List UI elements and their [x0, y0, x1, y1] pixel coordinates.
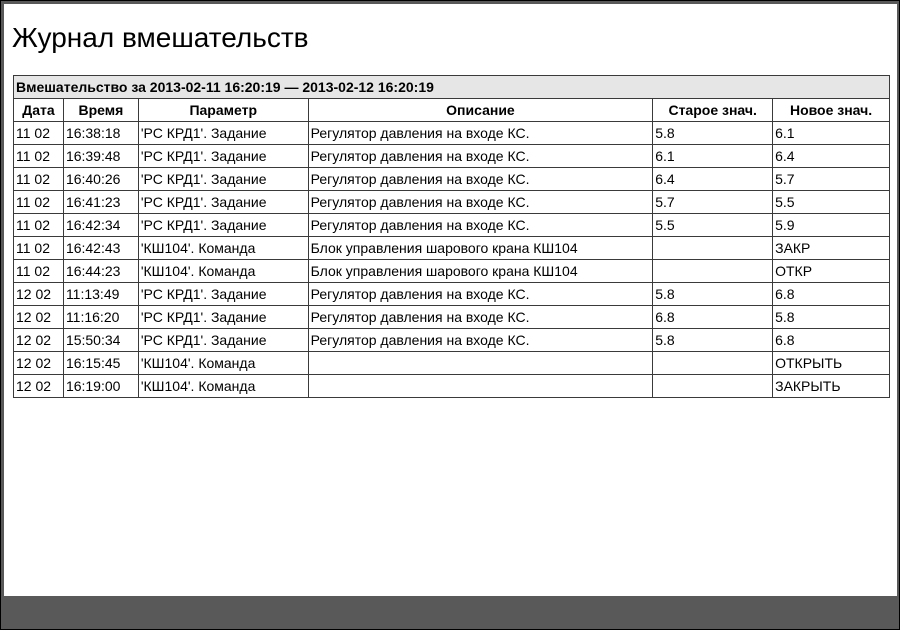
cell-old-value — [653, 375, 773, 398]
cell-description: Регулятор давления на входе КС. — [308, 329, 653, 352]
cell-time: 11:13:49 — [63, 283, 138, 306]
cell-new-value: 6.4 — [773, 145, 890, 168]
cell-old-value: 6.1 — [653, 145, 773, 168]
cell-date: 12 02 — [14, 352, 64, 375]
cell-time: 16:15:45 — [63, 352, 138, 375]
cell-time: 16:39:48 — [63, 145, 138, 168]
table-row — [14, 352, 890, 375]
table-row — [14, 283, 890, 306]
cell-time: 15:50:34 — [63, 329, 138, 352]
cell-description: Регулятор давления на входе КС. — [308, 145, 653, 168]
cell-parameter: 'РС КРД1'. Задание — [138, 329, 308, 352]
cell-date: 11 02 — [14, 122, 64, 145]
column-header-new-value: Новое знач. — [773, 99, 890, 122]
cell-new-value: 6.8 — [773, 283, 890, 306]
cell-description: Регулятор давления на входе КС. — [308, 191, 653, 214]
cell-description: Блок управления шарового крана КШ104 — [308, 237, 653, 260]
table-row — [14, 145, 890, 168]
cell-new-value: 5.8 — [773, 306, 890, 329]
cell-parameter: 'КШ104'. Команда — [138, 352, 308, 375]
cell-date: 11 02 — [14, 237, 64, 260]
cell-old-value: 6.8 — [653, 306, 773, 329]
cell-date: 11 02 — [14, 260, 64, 283]
column-header-time: Время — [63, 99, 138, 122]
cell-date: 12 02 — [14, 283, 64, 306]
cell-time: 16:41:23 — [63, 191, 138, 214]
table-caption: Вмешательство за 2013-02-11 16:20:19 — 2013-02-12 16:20:19 — [14, 76, 890, 99]
cell-new-value: 6.8 — [773, 329, 890, 352]
cell-date: 12 02 — [14, 306, 64, 329]
cell-old-value: 5.5 — [653, 214, 773, 237]
cell-old-value — [653, 260, 773, 283]
cell-old-value: 5.8 — [653, 329, 773, 352]
cell-old-value: 5.8 — [653, 122, 773, 145]
cell-old-value — [653, 352, 773, 375]
cell-old-value — [653, 237, 773, 260]
cell-description: Регулятор давления на входе КС. — [308, 168, 653, 191]
cell-date: 12 02 — [14, 329, 64, 352]
cell-time: 16:44:23 — [63, 260, 138, 283]
cell-parameter: 'КШ104'. Команда — [138, 375, 308, 398]
table-row — [14, 168, 890, 191]
cell-new-value: ОТКР — [773, 260, 890, 283]
column-header-old-value: Старое знач. — [653, 99, 773, 122]
cell-parameter: 'РС КРД1'. Задание — [138, 122, 308, 145]
cell-parameter: 'РС КРД1'. Задание — [138, 145, 308, 168]
cell-time: 16:38:18 — [63, 122, 138, 145]
cell-time: 16:40:26 — [63, 168, 138, 191]
column-header-description: Описание — [308, 99, 653, 122]
table-row — [14, 329, 890, 352]
cell-time: 16:19:00 — [63, 375, 138, 398]
cell-parameter: 'РС КРД1'. Задание — [138, 168, 308, 191]
cell-old-value: 6.4 — [653, 168, 773, 191]
cell-description: Регулятор давления на входе КС. — [308, 306, 653, 329]
cell-new-value: 5.9 — [773, 214, 890, 237]
cell-new-value: 5.5 — [773, 191, 890, 214]
table-row — [14, 191, 890, 214]
page-title: Журнал вмешательств — [12, 22, 309, 53]
cell-description: Блок управления шарового крана КШ104 — [308, 260, 653, 283]
cell-description: Регулятор давления на входе КС. — [308, 122, 653, 145]
cell-date: 11 02 — [14, 214, 64, 237]
table-row — [14, 214, 890, 237]
cell-new-value: ЗАКР — [773, 237, 890, 260]
cell-time: 16:42:43 — [63, 237, 138, 260]
cell-parameter: 'РС КРД1'. Задание — [138, 191, 308, 214]
table-row — [14, 375, 890, 398]
table-row — [14, 260, 890, 283]
cell-parameter: 'РС КРД1'. Задание — [138, 283, 308, 306]
cell-time: 11:16:20 — [63, 306, 138, 329]
cell-description — [308, 352, 653, 375]
table-row — [14, 237, 890, 260]
cell-description: Регулятор давления на входе КС. — [308, 214, 653, 237]
cell-time: 16:42:34 — [63, 214, 138, 237]
cell-new-value: 5.7 — [773, 168, 890, 191]
cell-new-value: ОТКРЫТЬ — [773, 352, 890, 375]
cell-old-value: 5.8 — [653, 283, 773, 306]
cell-description — [308, 375, 653, 398]
column-header-date: Дата — [14, 99, 64, 122]
table-row — [14, 122, 890, 145]
cell-parameter: 'КШ104'. Команда — [138, 260, 308, 283]
column-header-parameter: Параметр — [138, 99, 308, 122]
cell-date: 11 02 — [14, 168, 64, 191]
cell-date: 11 02 — [14, 145, 64, 168]
table-row — [14, 306, 890, 329]
intervention-log-table — [13, 75, 890, 398]
cell-parameter: 'КШ104'. Команда — [138, 237, 308, 260]
cell-date: 11 02 — [14, 191, 64, 214]
cell-parameter: 'РС КРД1'. Задание — [138, 214, 308, 237]
cell-new-value: 6.1 — [773, 122, 890, 145]
cell-parameter: 'РС КРД1'. Задание — [138, 306, 308, 329]
report-page — [4, 4, 897, 596]
cell-date: 12 02 — [14, 375, 64, 398]
cell-old-value: 5.7 — [653, 191, 773, 214]
cell-description: Регулятор давления на входе КС. — [308, 283, 653, 306]
cell-new-value: ЗАКРЫТЬ — [773, 375, 890, 398]
table-body — [14, 122, 890, 398]
